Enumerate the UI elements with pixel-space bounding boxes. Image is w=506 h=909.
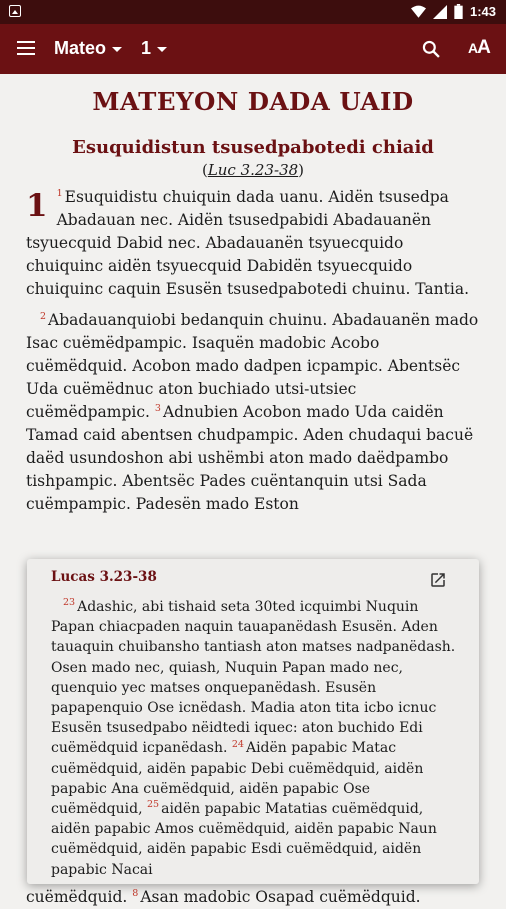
book-title: MATEYON DADA UAID [92,87,414,116]
verse-number: 23 [63,597,76,609]
app-bar [0,24,506,74]
verse-number: 2 [40,310,47,322]
verse-text: Adashic, abi tishaid seta 30ted icquimbi Nuquin Papan chiacpaden naquin tauapanëdash Esusën. Aden tauaquin chuibansho tantiash aton matses nadpanëdash. Osen mado nec, quiash, Nuquin Papan mado nec, quenquio yec matses onquepanëdash. Esusën papapenquio Ose icnëdash. Madia aton tita icbo icnuc Esusën tsusedpabo nëidtedi iquec: aton buchido Edi cuëmëdquid icpanëdash. [51,599,456,757]
clock: 1:43 [469,4,496,19]
verse-text: Abadauanquiobi bedanquin chuinu. Abadauanën mado Isac cuëmëdpampic. Isaquën madobic Acobo cuëmëdquid. Acobon mado dadpen icpampic. Abentsëc Uda cuëmëdnuc aton buchiado utsi-utsiec cuëmëdpampic. [26,311,479,421]
verse-text: Asan madobic Osapad cuëmëdquid. [140,888,421,906]
chapter-selector[interactable] [141,38,167,59]
chevron-down-icon [112,47,122,52]
verse-number: 3 [154,402,161,414]
paragraph [26,309,480,516]
paragraph [26,186,480,301]
verse-text: cuëmëdquid. [26,888,128,906]
verse-number: 25 [147,799,160,811]
book-label: Mateo [54,38,107,58]
status-bar [0,0,506,24]
popup-title: Lucas 3.23-38 [51,569,157,585]
cell-signal-icon [433,5,447,19]
text-size-icon[interactable]: AA [468,37,490,58]
cross-reference[interactable]: (Luc 3.23-38) [201,161,305,179]
verse-text: aidën papabic Matatias cuëmëdquid, aidën papabic Amos cuëmëdquid, aidën papabic Naun cuëmëdquid, aidën papabic Esdi cuëmëdquid, aidën papabic Nacai [51,801,437,878]
verse-number: 24 [231,738,244,750]
search-icon[interactable] [421,39,441,59]
cross-reference-link[interactable]: Luc 3.23-38 [207,161,299,179]
verse-number: 1 [56,187,63,199]
verse-text: Adnubien Acobon mado Uda caidën Tamad caid abentsen chudpampic. Aden chudaqui bacuë daëd usundoshon abi ushëmbi aton mado daëdpambo tishpampic. Abentsëc Pades cuëntanquin utsi Sada cuëmpampic. Padesën mado Eston [26,403,474,513]
menu-icon[interactable] [17,41,35,55]
popup-text [51,597,456,880]
gallery-icon [9,5,21,17]
chevron-down-icon [157,47,167,52]
section-heading: Esuquidistun tsusedpabotedi chiaid [72,137,434,158]
open-in-new-icon[interactable] [429,571,447,589]
verse-text: Aidën papabic Matac cuëmëdquid, aidën papabic Debi cuëmëdquid, aidën papabic Ana cuëmëdquid, aidën papabic Ose cuëmëdquid, [51,740,424,818]
battery-icon [454,4,463,19]
verse-text: Esuquidistu chuiquin dada uanu. Aidën tsusedpa Abadauan nec. Aidën tsusedpabidi Abadauanën tsyuecquid Dabid nec. Abadauanën tsyuecquido chuiquinc aidën tsyuecquid Dabidën tsyuecquido chuiquinc caquin Esusën tsusedpabotedi chuinu. Tantia. [26,188,470,298]
wifi-icon [411,5,426,18]
chapter-label: 1 [141,38,152,58]
bible-text [26,74,480,516]
chapter-number: 1 [26,188,48,224]
verse-number: 8 [132,887,139,899]
partial-verse-line [26,886,421,909]
cross-reference-popup[interactable] [27,559,479,884]
book-selector[interactable] [54,38,122,59]
